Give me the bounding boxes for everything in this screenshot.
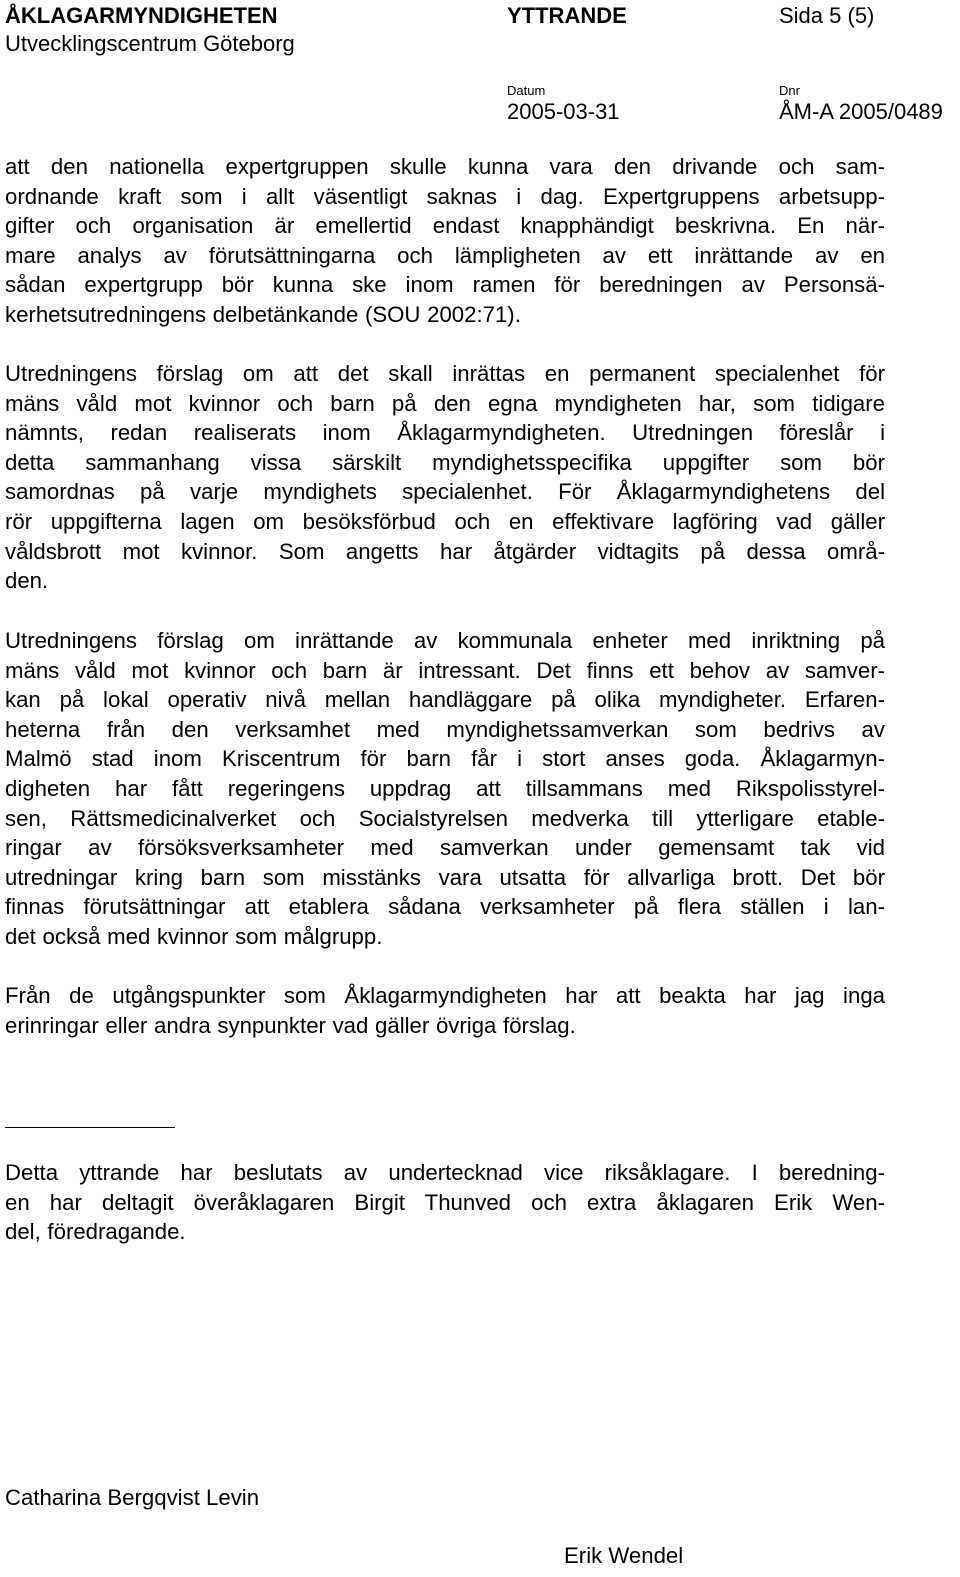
- text-line: ringar av försöksverksamheter med samverkan under gemensamt tak vid: [5, 835, 885, 861]
- paragraph-3: [5, 626, 885, 952]
- dnr-label: Dnr: [779, 83, 800, 98]
- text-line: Detta yttrande har beslutats av undertecknad vice riksåklagare. I beredning-: [5, 1160, 885, 1185]
- text-line: mäns våld mot kvinnor och barn är intressant. Det finns ett behov av samver-: [5, 657, 885, 683]
- presenter-name: Erik Wendel: [564, 1543, 684, 1568]
- separator-line: [5, 1127, 175, 1128]
- text-line: finnas förutsättningar att etablera sådana verksamheter på flera ställen i lan-: [5, 894, 885, 920]
- page-number: Sida 5 (5): [779, 3, 875, 28]
- document-type: YTTRANDE: [507, 3, 627, 28]
- text-line: del, föredragande.: [5, 1219, 186, 1245]
- text-line: Utredningens förslag om att det skall inrättas en permanent specialenhet för: [5, 361, 885, 386]
- text-line: utredningar kring barn som misstänks vara utsatta för allvarliga brott. Det bör: [5, 864, 885, 890]
- text-line: mare analys av förutsättningarna och lämpligheten av ett inrättande av en: [5, 242, 885, 268]
- text-line: Malmö stad inom Kriscentrum för barn får i stort anses goda. Åklagarmyn-: [5, 746, 885, 772]
- text-line: Utredningens förslag om inrättande av kommunala enheter med inriktning på: [5, 628, 885, 653]
- text-line: nämnts, redan realiserats inom Åklagarmyndigheten. Utredningen föreslår i: [5, 420, 885, 446]
- text-line: Från de utgångspunkter som Åklagarmyndigheten har att beakta har jag inga: [5, 983, 885, 1008]
- org-name: ÅKLAGARMYNDIGHETEN: [5, 3, 278, 28]
- text-line: våldsbrott mot kvinnor. Som angetts har åtgärder vidtagits på dessa områ-: [5, 538, 885, 564]
- text-line: den.: [5, 568, 49, 594]
- text-line: en har deltagit överåklagaren Birgit Thunved och extra åklagaren Erik Wen-: [5, 1189, 885, 1215]
- text-line: mäns våld mot kvinnor och barn på den egna myndigheten har, som tidigare: [5, 390, 885, 416]
- text-line: kan på lokal operativ nivå mellan handläggare på olika myndigheter. Erfaren-: [5, 687, 885, 713]
- text-line: detta sammanhang vissa särskilt myndighetsspecifika uppgifter som bör: [5, 449, 885, 475]
- text-line: ordnande kraft som i allt väsentligt saknas i dag. Expertgruppens arbetsupp-: [5, 183, 885, 209]
- paragraph-2: [5, 359, 885, 596]
- unit-name: Utvecklingscentrum Göteborg: [5, 31, 295, 56]
- text-line: det också med kvinnor som målgrupp.: [5, 923, 383, 949]
- text-line: heterna från den verksamhet med myndighetssamverkan som bedrivs av: [5, 716, 885, 742]
- text-line: samordnas på varje myndighets specialenhet. För Åklagarmyndighetens del: [5, 479, 885, 505]
- paragraph-5: [5, 1158, 885, 1247]
- text-line: erinringar eller andra synpunkter vad gäller övriga förslag.: [5, 1012, 576, 1038]
- text-line: att den nationella expertgruppen skulle kunna vara den drivande och sam-: [5, 154, 885, 179]
- text-line: digheten har fått regeringens uppdrag att tillsammans med Rikspolisstyrel-: [5, 775, 885, 801]
- signer-name: Catharina Bergqvist Levin: [5, 1485, 260, 1510]
- text-line: rör uppgifterna lagen om besöksförbud och en effektivare lagföring vad gäller: [5, 508, 885, 534]
- text-line: sådan expertgrupp bör kunna ske inom ramen för beredningen av Personsä-: [5, 272, 885, 298]
- date-value: 2005-03-31: [507, 99, 620, 124]
- text-line: sen, Rättsmedicinalverket och Socialstyrelsen medverka till ytterligare etable-: [5, 805, 885, 831]
- paragraph-1: [5, 152, 885, 330]
- text-line: kerhetsutredningens delbetänkande (SOU 2002:71).: [5, 301, 521, 327]
- paragraph-4: [5, 981, 885, 1040]
- text-line: gifter och organisation är emellertid endast knapphändigt beskrivna. En när-: [5, 213, 885, 239]
- date-label: Datum: [507, 83, 546, 98]
- dnr-value: ÅM-A 2005/0489: [779, 99, 943, 124]
